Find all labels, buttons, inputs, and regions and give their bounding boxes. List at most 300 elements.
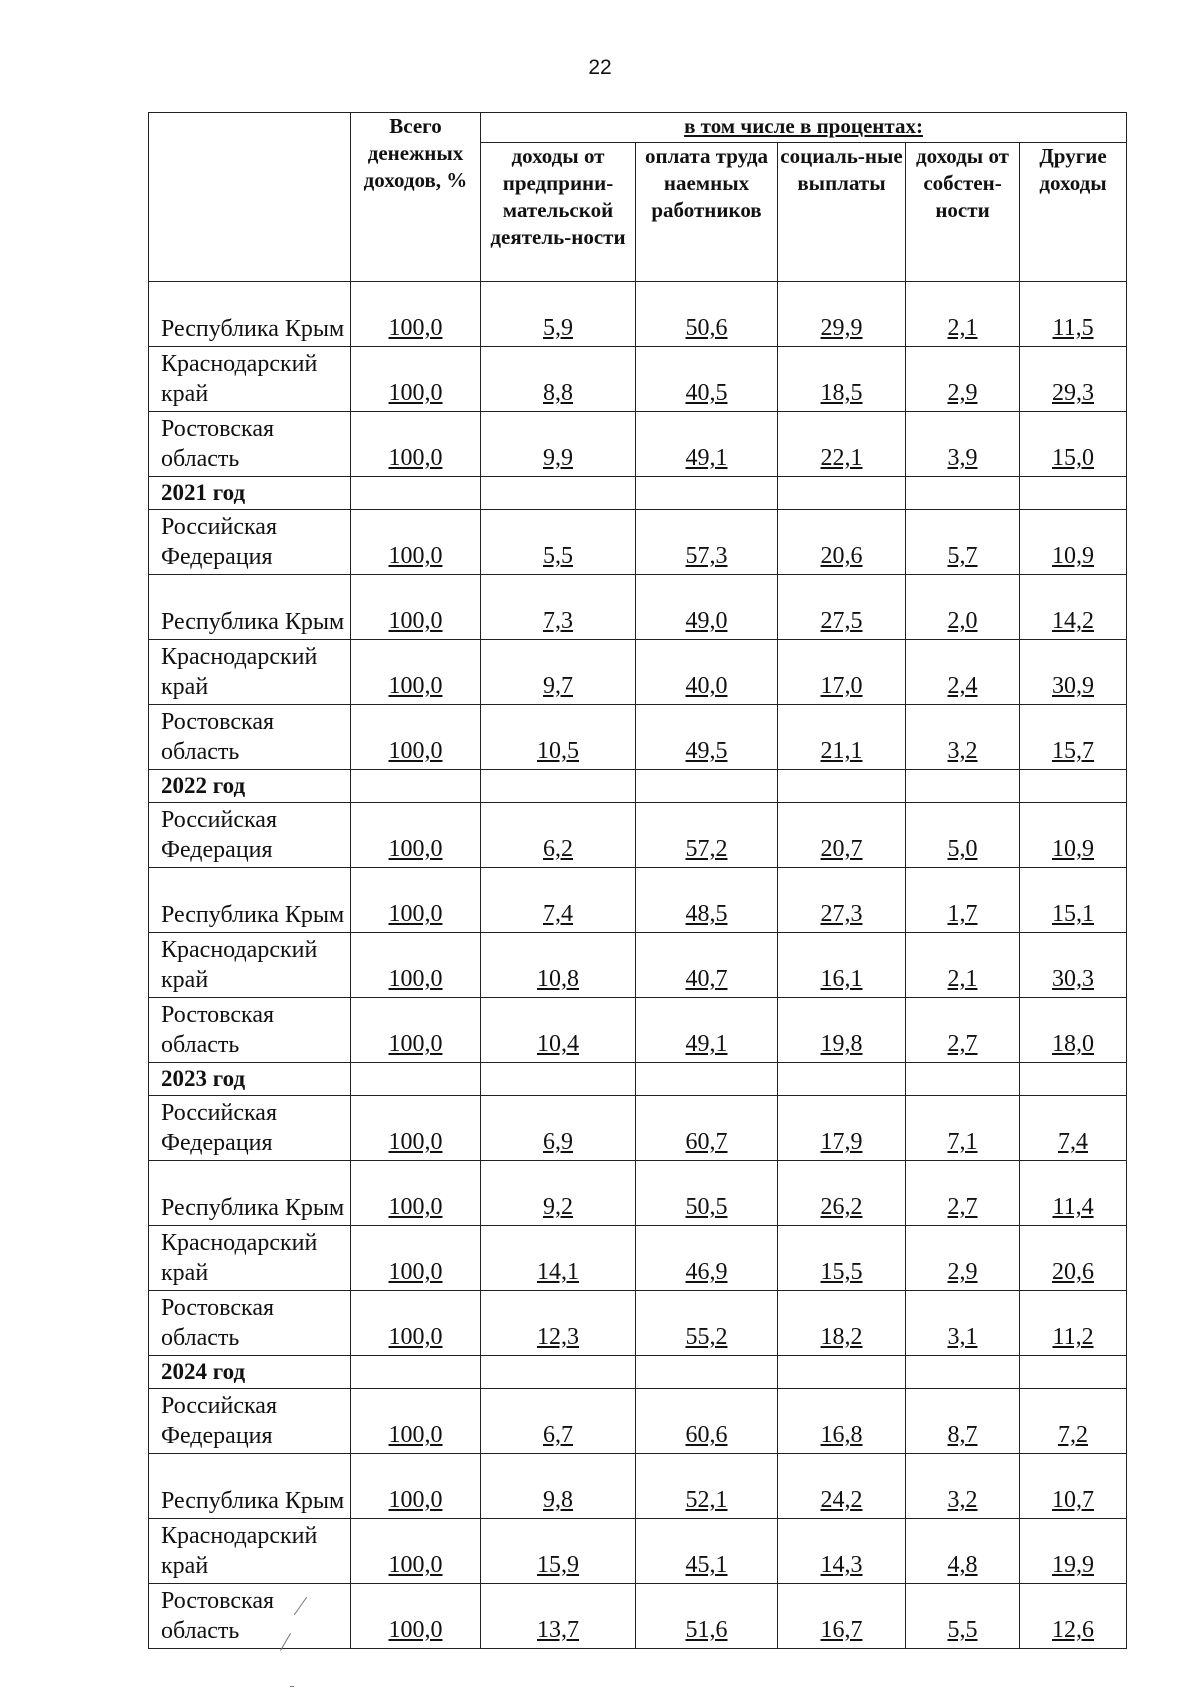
value-cell — [778, 933, 906, 998]
table-row — [149, 1226, 1127, 1291]
value-text: 27,3 — [820, 901, 863, 927]
empty-cell — [351, 477, 481, 510]
value-text: 57,3 — [685, 543, 728, 569]
value-text: 100,0 — [388, 380, 443, 406]
value-text: 5,7 — [947, 543, 978, 569]
table-row — [149, 1519, 1127, 1584]
table-row — [149, 640, 1127, 705]
value-text: 29,9 — [820, 315, 863, 341]
value-cell — [636, 1584, 778, 1649]
value-text: 22,1 — [820, 445, 863, 471]
table-row — [149, 933, 1127, 998]
value-cell — [636, 1226, 778, 1291]
value-text: 14,2 — [1052, 608, 1094, 634]
value-text: 40,7 — [685, 966, 728, 992]
value-cell — [481, 510, 636, 575]
value-cell — [351, 1226, 481, 1291]
value-text: 100,0 — [388, 1422, 443, 1448]
value-text: 49,1 — [685, 1031, 728, 1057]
value-text: 60,6 — [685, 1422, 728, 1448]
value-cell — [1020, 1226, 1127, 1291]
value-cell — [351, 998, 481, 1063]
table-row — [149, 1291, 1127, 1356]
value-text: 50,5 — [685, 1194, 728, 1220]
value-text: 7,4 — [543, 901, 573, 927]
value-cell — [636, 347, 778, 412]
value-text: 40,5 — [685, 380, 728, 406]
value-cell — [636, 510, 778, 575]
value-text: 20,6 — [1052, 1259, 1094, 1285]
empty-cell — [778, 1063, 906, 1096]
value-text: 5,5 — [543, 543, 573, 569]
year-section-row — [149, 770, 1127, 803]
value-cell — [481, 347, 636, 412]
empty-cell — [1020, 1356, 1127, 1389]
value-text: 14,1 — [537, 1259, 579, 1285]
value-cell — [1020, 1584, 1127, 1649]
value-text: 48,5 — [685, 901, 728, 927]
empty-cell — [906, 477, 1020, 510]
table-row — [149, 1161, 1127, 1226]
value-text: 8,7 — [947, 1422, 978, 1448]
value-text: 12,6 — [1052, 1617, 1094, 1643]
scan-mark — [290, 1686, 294, 1687]
value-text: 10,5 — [537, 738, 579, 764]
value-cell — [636, 1454, 778, 1519]
value-cell — [1020, 510, 1127, 575]
value-text: 100,0 — [388, 966, 443, 992]
value-text: 16,1 — [820, 966, 863, 992]
table-row — [149, 282, 1127, 347]
value-cell — [351, 1161, 481, 1226]
region-name: Республика Крым — [149, 575, 351, 640]
value-text: 19,9 — [1052, 1552, 1094, 1578]
table-row — [149, 1096, 1127, 1161]
value-text: 15,0 — [1052, 445, 1094, 471]
value-text: 50,6 — [685, 315, 728, 341]
header-col-property: доходы от собстен-ности — [906, 143, 1020, 282]
empty-cell — [1020, 477, 1127, 510]
empty-cell — [351, 1356, 481, 1389]
value-cell — [906, 412, 1020, 477]
value-cell — [778, 640, 906, 705]
value-cell — [351, 412, 481, 477]
value-text: 100,0 — [388, 315, 443, 341]
value-text: 16,8 — [820, 1422, 863, 1448]
value-text: 26,2 — [820, 1194, 863, 1220]
value-cell — [481, 705, 636, 770]
value-text: 51,6 — [685, 1617, 728, 1643]
value-text: 15,7 — [1052, 738, 1094, 764]
value-cell — [1020, 1519, 1127, 1584]
value-cell — [906, 998, 1020, 1063]
header-col-other: Другие доходы — [1020, 143, 1127, 282]
value-cell — [906, 1161, 1020, 1226]
value-cell — [1020, 347, 1127, 412]
value-cell — [778, 510, 906, 575]
value-text: 17,9 — [820, 1129, 863, 1155]
value-cell — [481, 1584, 636, 1649]
region-name: Краснодарский край — [149, 1519, 351, 1584]
value-text: 100,0 — [388, 1259, 443, 1285]
value-cell — [351, 868, 481, 933]
value-text: 100,0 — [388, 1552, 443, 1578]
value-text: 10,9 — [1052, 836, 1094, 862]
region-name: Российская Федерация — [149, 1389, 351, 1454]
value-cell — [1020, 1454, 1127, 1519]
table-row — [149, 868, 1127, 933]
value-text: 20,7 — [820, 836, 863, 862]
value-cell — [636, 640, 778, 705]
value-text: 14,3 — [820, 1552, 863, 1578]
value-cell — [906, 510, 1020, 575]
value-cell — [906, 347, 1020, 412]
empty-cell — [481, 1063, 636, 1096]
value-text: 5,9 — [543, 315, 573, 341]
value-cell — [778, 347, 906, 412]
value-cell — [636, 933, 778, 998]
value-text: 5,5 — [947, 1617, 978, 1643]
value-text: 2,0 — [947, 608, 978, 634]
value-cell — [778, 1584, 906, 1649]
value-cell — [481, 1226, 636, 1291]
value-cell — [906, 640, 1020, 705]
value-text: 4,8 — [947, 1552, 978, 1578]
value-cell — [351, 803, 481, 868]
value-text: 100,0 — [388, 901, 443, 927]
value-cell — [636, 1519, 778, 1584]
empty-cell — [778, 477, 906, 510]
value-cell — [481, 1454, 636, 1519]
value-cell — [1020, 1161, 1127, 1226]
value-cell — [906, 1519, 1020, 1584]
value-cell — [481, 1389, 636, 1454]
value-cell — [1020, 575, 1127, 640]
value-cell — [636, 1161, 778, 1226]
region-name: Российская Федерация — [149, 1096, 351, 1161]
empty-cell — [778, 1356, 906, 1389]
header-col-wages: оплата труда наемных работников — [636, 143, 778, 282]
value-text: 3,2 — [947, 1487, 978, 1513]
value-text: 100,0 — [388, 543, 443, 569]
value-cell — [778, 1389, 906, 1454]
year-section-row — [149, 1356, 1127, 1389]
value-cell — [636, 803, 778, 868]
value-cell — [906, 803, 1020, 868]
value-text: 100,0 — [388, 1324, 443, 1350]
value-cell — [778, 1161, 906, 1226]
value-text: 30,9 — [1052, 673, 1094, 699]
table-row — [149, 705, 1127, 770]
value-text: 11,2 — [1052, 1324, 1094, 1350]
value-text: 17,0 — [820, 673, 863, 699]
region-name: Краснодарский край — [149, 1226, 351, 1291]
empty-cell — [1020, 770, 1127, 803]
region-name: Краснодарский край — [149, 347, 351, 412]
region-name: Ростовская область — [149, 998, 351, 1063]
value-text: 100,0 — [388, 1129, 443, 1155]
table-header — [149, 113, 1127, 282]
value-cell — [351, 347, 481, 412]
value-text: 100,0 — [388, 1194, 443, 1220]
value-text: 10,9 — [1052, 543, 1094, 569]
value-cell — [636, 1389, 778, 1454]
value-cell — [906, 1454, 1020, 1519]
year-label: 2024 год — [149, 1356, 351, 1389]
value-cell — [636, 1096, 778, 1161]
value-cell — [351, 1096, 481, 1161]
empty-cell — [636, 477, 778, 510]
value-cell — [351, 1519, 481, 1584]
value-text: 40,0 — [685, 673, 728, 699]
value-text: 2,1 — [947, 315, 978, 341]
empty-cell — [351, 770, 481, 803]
table-row — [149, 412, 1127, 477]
value-text: 57,2 — [685, 836, 728, 862]
value-cell — [1020, 282, 1127, 347]
region-name: Ростовская область — [149, 1291, 351, 1356]
empty-cell — [1020, 1063, 1127, 1096]
value-text: 5,0 — [947, 836, 978, 862]
value-cell — [778, 705, 906, 770]
value-text: 1,7 — [947, 901, 978, 927]
value-cell — [778, 412, 906, 477]
table-row — [149, 575, 1127, 640]
value-text: 8,8 — [543, 380, 573, 406]
empty-cell — [636, 1063, 778, 1096]
value-text: 16,7 — [820, 1617, 863, 1643]
value-text: 11,5 — [1052, 315, 1094, 341]
value-cell — [906, 1389, 1020, 1454]
value-cell — [351, 640, 481, 705]
value-cell — [906, 933, 1020, 998]
empty-cell — [351, 1063, 481, 1096]
value-text: 20,6 — [820, 543, 863, 569]
region-name: Российская Федерация — [149, 510, 351, 575]
value-text: 3,1 — [947, 1324, 978, 1350]
value-cell — [481, 998, 636, 1063]
value-cell — [481, 412, 636, 477]
value-text: 6,9 — [543, 1129, 573, 1155]
value-text: 49,0 — [685, 608, 728, 634]
value-cell — [906, 1584, 1020, 1649]
value-text: 19,8 — [820, 1031, 863, 1057]
table-row — [149, 998, 1127, 1063]
value-text: 49,1 — [685, 445, 728, 471]
value-cell — [636, 575, 778, 640]
empty-cell — [481, 1356, 636, 1389]
value-text: 13,7 — [537, 1617, 579, 1643]
value-text: 7,4 — [1058, 1129, 1088, 1155]
value-cell — [636, 1291, 778, 1356]
value-cell — [1020, 803, 1127, 868]
region-name: Республика Крым — [149, 1454, 351, 1519]
year-label: 2021 год — [149, 477, 351, 510]
empty-cell — [906, 1356, 1020, 1389]
income-structure-table — [148, 112, 1127, 1649]
value-text: 9,9 — [543, 445, 573, 471]
value-cell — [481, 575, 636, 640]
value-cell — [481, 1161, 636, 1226]
header-group-title: в том числе в процентах: — [481, 113, 1127, 143]
value-text: 7,3 — [543, 608, 573, 634]
value-cell — [636, 412, 778, 477]
value-cell — [351, 705, 481, 770]
value-cell — [1020, 933, 1127, 998]
value-text: 100,0 — [388, 445, 443, 471]
value-cell — [351, 1291, 481, 1356]
value-cell — [481, 933, 636, 998]
value-text: 18,5 — [820, 380, 863, 406]
region-name: Краснодарский край — [149, 933, 351, 998]
value-text: 6,2 — [543, 836, 573, 862]
empty-cell — [906, 770, 1020, 803]
year-label: 2023 год — [149, 1063, 351, 1096]
empty-cell — [636, 770, 778, 803]
value-cell — [778, 1519, 906, 1584]
value-text: 15,9 — [537, 1552, 579, 1578]
table-row — [149, 1454, 1127, 1519]
value-text: 100,0 — [388, 836, 443, 862]
value-cell — [1020, 998, 1127, 1063]
value-cell — [351, 1454, 481, 1519]
value-text: 24,2 — [820, 1487, 863, 1513]
table-row — [149, 1584, 1127, 1649]
value-cell — [351, 1584, 481, 1649]
value-cell — [778, 998, 906, 1063]
empty-cell — [636, 1356, 778, 1389]
value-cell — [481, 1096, 636, 1161]
empty-cell — [778, 770, 906, 803]
value-text: 100,0 — [388, 1487, 443, 1513]
table-body — [149, 282, 1127, 1649]
value-cell — [1020, 705, 1127, 770]
value-text: 45,1 — [685, 1552, 728, 1578]
value-text: 3,2 — [947, 738, 978, 764]
value-cell — [351, 575, 481, 640]
value-text: 10,8 — [537, 966, 579, 992]
value-text: 9,2 — [543, 1194, 573, 1220]
value-text: 18,0 — [1052, 1031, 1094, 1057]
value-cell — [778, 803, 906, 868]
value-cell — [778, 282, 906, 347]
value-cell — [636, 705, 778, 770]
value-text: 2,1 — [947, 966, 978, 992]
empty-cell — [906, 1063, 1020, 1096]
value-text: 60,7 — [685, 1129, 728, 1155]
value-text: 2,9 — [947, 1259, 978, 1285]
header-region-cell — [149, 113, 351, 282]
value-text: 21,1 — [820, 738, 863, 764]
year-section-row — [149, 477, 1127, 510]
value-cell — [481, 282, 636, 347]
value-text: 2,7 — [947, 1031, 978, 1057]
region-name: Республика Крым — [149, 1161, 351, 1226]
value-text: 9,8 — [543, 1487, 573, 1513]
value-cell — [778, 1096, 906, 1161]
value-text: 49,5 — [685, 738, 728, 764]
table-row — [149, 347, 1127, 412]
value-cell — [351, 1389, 481, 1454]
value-text: 100,0 — [388, 673, 443, 699]
value-text: 15,5 — [820, 1259, 863, 1285]
value-cell — [906, 1096, 1020, 1161]
value-text: 46,9 — [685, 1259, 728, 1285]
value-cell — [351, 282, 481, 347]
page-number: 22 — [588, 56, 612, 79]
value-cell — [481, 868, 636, 933]
value-text: 12,3 — [537, 1324, 579, 1350]
header-col-social: социаль-ные выплаты — [778, 143, 906, 282]
value-text: 18,2 — [820, 1324, 863, 1350]
value-text: 15,1 — [1052, 901, 1094, 927]
value-cell — [1020, 1389, 1127, 1454]
value-text: 52,1 — [685, 1487, 728, 1513]
header-total-income: Всего денежных доходов, % — [351, 113, 481, 282]
value-text: 10,7 — [1052, 1487, 1094, 1513]
table-row — [149, 1389, 1127, 1454]
year-section-row — [149, 1063, 1127, 1096]
value-text: 7,2 — [1058, 1422, 1088, 1448]
value-cell — [636, 282, 778, 347]
empty-cell — [481, 770, 636, 803]
value-text: 100,0 — [388, 1617, 443, 1643]
value-cell — [1020, 1291, 1127, 1356]
year-label: 2022 год — [149, 770, 351, 803]
value-cell — [778, 1454, 906, 1519]
value-cell — [481, 1519, 636, 1584]
value-cell — [351, 933, 481, 998]
region-name: Республика Крым — [149, 868, 351, 933]
region-name: Республика Крым — [149, 282, 351, 347]
value-cell — [778, 1291, 906, 1356]
empty-cell — [481, 477, 636, 510]
value-text: 27,5 — [820, 608, 863, 634]
value-text: 29,3 — [1052, 380, 1094, 406]
value-text: 3,9 — [947, 445, 978, 471]
value-text: 2,7 — [947, 1194, 978, 1220]
value-cell — [481, 640, 636, 705]
value-cell — [906, 1291, 1020, 1356]
region-name: Ростовская область — [149, 412, 351, 477]
value-cell — [1020, 412, 1127, 477]
value-cell — [906, 868, 1020, 933]
header-col-entrepreneurial: доходы от предприни-мательской деятель-ности — [481, 143, 636, 282]
value-text: 11,4 — [1052, 1194, 1094, 1220]
value-cell — [1020, 868, 1127, 933]
value-cell — [778, 575, 906, 640]
table-row — [149, 510, 1127, 575]
value-text: 100,0 — [388, 738, 443, 764]
value-cell — [778, 1226, 906, 1291]
value-cell — [636, 868, 778, 933]
value-cell — [906, 575, 1020, 640]
value-text: 7,1 — [947, 1129, 978, 1155]
value-cell — [636, 998, 778, 1063]
value-text: 30,3 — [1052, 966, 1094, 992]
value-cell — [481, 1291, 636, 1356]
value-cell — [906, 705, 1020, 770]
value-cell — [351, 510, 481, 575]
region-name: Краснодарский край — [149, 640, 351, 705]
value-text: 6,7 — [543, 1422, 573, 1448]
value-text: 2,9 — [947, 380, 978, 406]
region-name: Ростовская область — [149, 705, 351, 770]
value-text: 10,4 — [537, 1031, 579, 1057]
value-cell — [481, 803, 636, 868]
value-text: 100,0 — [388, 608, 443, 634]
value-cell — [1020, 1096, 1127, 1161]
